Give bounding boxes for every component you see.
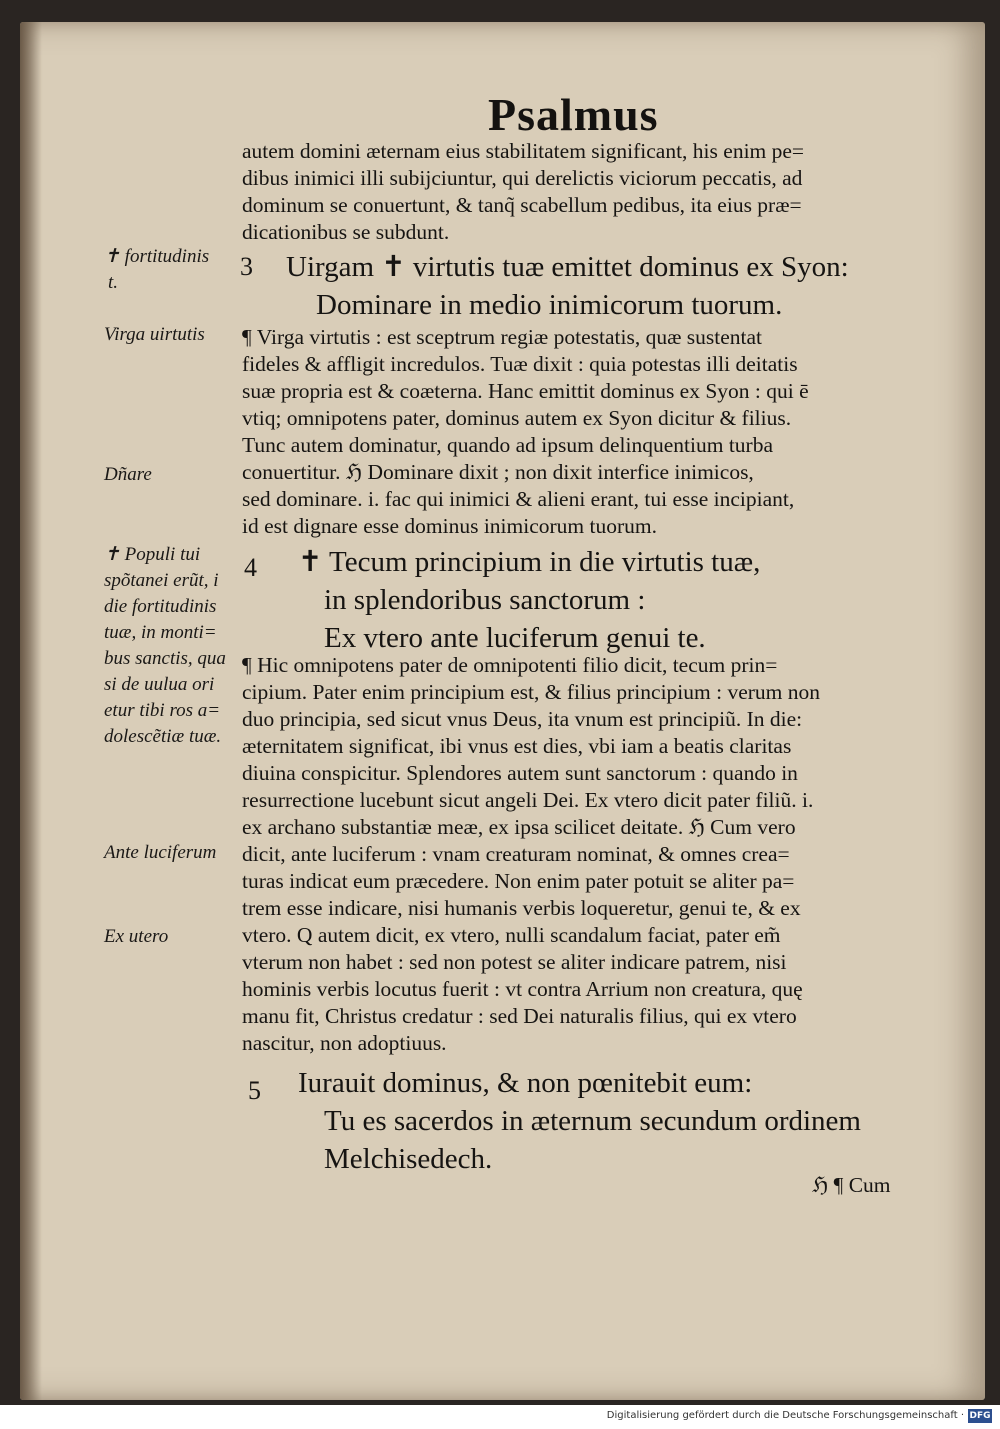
verse-line: in splendoribus sanctorum : — [324, 584, 646, 616]
text-line: vterum non habet : sed non potest se aliter indicare patrem, nisi — [242, 950, 787, 974]
margin-note: Ex utero — [104, 926, 169, 947]
verse-number: 5 — [248, 1076, 261, 1105]
margin-note: Ante luciferum — [104, 842, 217, 863]
text-line: vtiq; omnipotens pater, dominus autem ex Syon dicitur & filius. — [242, 406, 792, 430]
margin-note: si de uulua ori — [104, 674, 215, 695]
funding-notice: Digitalisierung gefördert durch die Deutsche Forschungsgemeinschaft · — [606, 1410, 964, 1421]
text-line: conuertitur. ℌ Dominare dixit ; non dixit interfice inimicos, — [242, 460, 754, 484]
margin-note: spõtanei erũt, i — [104, 570, 219, 591]
text-line: diuina conspicitur. Splendores autem sunt sanctorum : quando in — [242, 761, 798, 785]
text-line: ¶ Hic omnipotens pater de omnipotenti filio dicit, tecum prin= — [242, 653, 778, 677]
margin-note: die fortitudinis — [104, 596, 217, 617]
margin-note-block — [104, 542, 226, 750]
catchword: ℌ ¶ Cum — [812, 1173, 891, 1197]
text-line: ¶ Virga virtutis : est sceptrum regiæ potestatis, quæ sustentat — [242, 325, 763, 349]
footer-bar — [0, 1405, 1000, 1429]
verse-line: Uirgam ✝ virtutis tuæ emittet dominus ex Syon: — [286, 251, 849, 283]
text-line: duo principia, sed sicut vnus Deus, ita vnum est principiũ. In die: — [242, 707, 803, 731]
text-line: suæ propria est & coæterna. Hanc emittit dominus ex Syon : qui ē — [242, 379, 809, 403]
text-line: id est dignare esse dominus inimicorum tuorum. — [242, 514, 658, 538]
commentary-4 — [242, 652, 820, 1057]
verse-3 — [286, 248, 849, 324]
text-line: resurrectione lucebunt sicut angeli Dei. Ex vtero dicit pater filiũ. i. — [242, 788, 814, 812]
verse-line: Ex vtero ante luciferum genui te. — [324, 622, 706, 654]
verse-line: Iurauit dominus, & non pœnitebit eum: — [298, 1067, 753, 1099]
text-line: vtero. Q autem dicit, ex vtero, nulli scandalum faciat, pater em̃ — [242, 923, 781, 947]
margin-note: Dñare — [104, 464, 152, 485]
verse-4 — [298, 543, 760, 657]
margin-note: etur tibi ros a= — [104, 700, 221, 721]
text-line: manu fit, Christus credatur : sed Dei naturalis filius, qui ex vtero — [242, 1004, 797, 1028]
text-line: nascitur, non adoptiuus. — [242, 1031, 447, 1055]
text-line: dicationibus se subdunt. — [242, 220, 450, 244]
verse-line: Melchisedech. — [324, 1143, 493, 1175]
margin-note: bus sanctis, qua — [104, 648, 226, 669]
verse-line: Tu es sacerdos in æternum secundum ordinem — [324, 1105, 861, 1137]
verse-number: 4 — [244, 553, 257, 582]
margin-note: dolescẽtiæ tuæ. — [104, 726, 222, 747]
margin-note: ✝ Populi tui — [104, 544, 201, 565]
commentary-3 — [242, 324, 809, 540]
page-heading: Psalmus — [488, 89, 659, 140]
verse-line: ✝ Tecum principium in die virtutis tuæ, — [298, 546, 761, 578]
text-line: dibus inimici illi subijciuntur, qui derelictis viciorum peccatis, ad — [242, 166, 803, 190]
text-line: sed dominare. i. fac qui inimici & alieni erant, tui esse incipiant, — [242, 487, 795, 511]
dfg-logo: DFG — [969, 1411, 991, 1421]
text-line: trem esse indicare, nisi humanis verbis loqueretur, genui te, & ex — [242, 896, 801, 920]
text-line: ex archano substantiæ meæ, ex ipsa scilicet deitate. ℌ Cum vero — [242, 815, 796, 839]
text-line: cipium. Pater enim principium est, & filius principium : verum non — [242, 680, 821, 704]
text-line: Tunc autem dominatur, quando ad ipsum delinquentium turba — [242, 433, 773, 457]
verse-line: Dominare in medio inimicorum tuorum. — [316, 289, 783, 321]
text-line: autem domini æternam eius stabilitatem significant, his enim pe= — [242, 139, 805, 163]
margin-note: Virga uirtutis — [104, 324, 205, 345]
text-line: hominis verbis locutus fuerit : vt contra Arrium non creatura, quę — [242, 977, 803, 1001]
text-line: dominum se conuertunt, & tanq̃ scabellum pedibus, ita eius præ= — [242, 193, 802, 217]
verse-5 — [298, 1064, 861, 1178]
text-line: æternitatem significat, ibi vnus est dies, vbi iam a beatis claritas — [242, 734, 792, 758]
margin-note: ✝ fortitudinis — [104, 246, 210, 267]
text-line: dicit, ante luciferum : vnam creaturam nominat, & omnes crea= — [242, 842, 790, 866]
text-line: fideles & affligit incredulos. Tuæ dixit : quia potestas illi deitatis — [242, 352, 798, 376]
margin-note: t. — [108, 272, 119, 293]
intro-text — [242, 138, 804, 246]
text-line: turas indicat eum præcedere. Non enim pater potuit se aliter pa= — [242, 869, 795, 893]
margin-note: tuæ, in monti= — [104, 622, 217, 643]
gutter-shadow — [20, 22, 42, 1400]
verse-number: 3 — [240, 252, 253, 281]
